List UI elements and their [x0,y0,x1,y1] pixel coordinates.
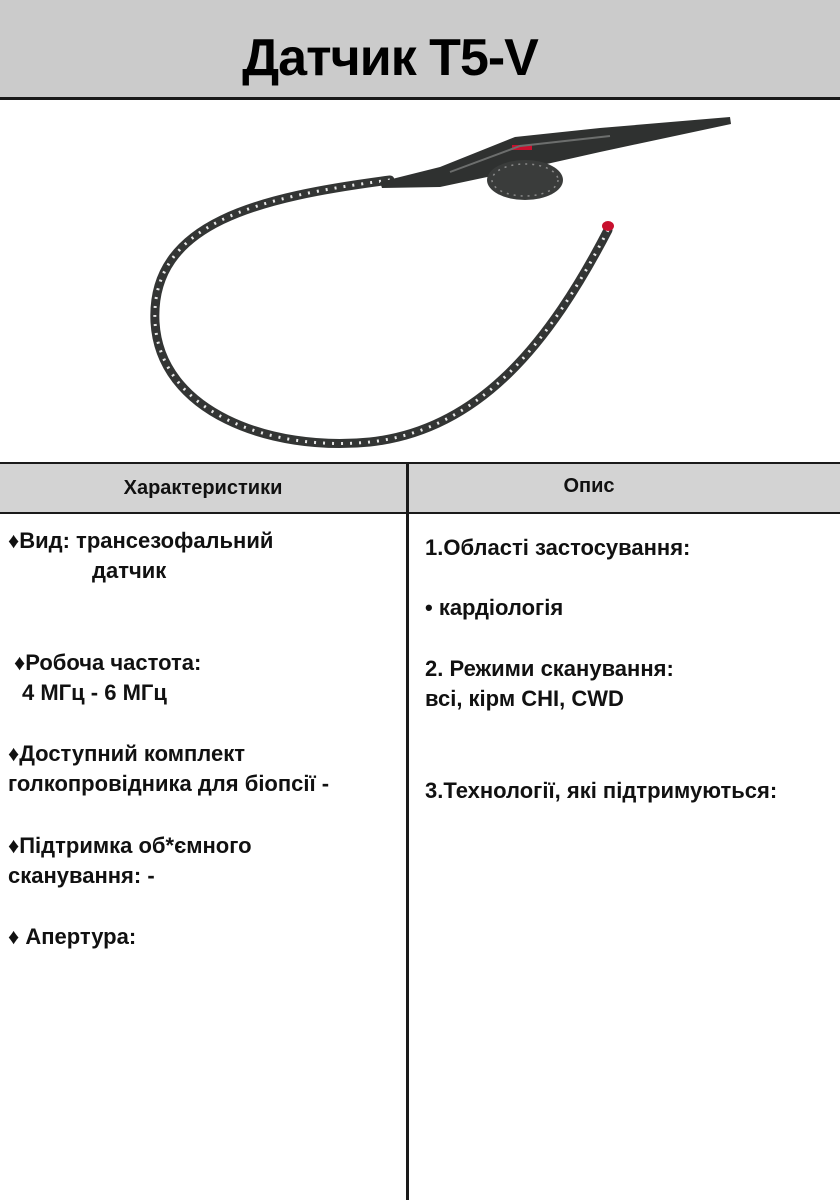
biopsy-line1: ♦Доступний комплект [8,741,245,766]
aperture: ♦ Апертура: [8,924,137,949]
column-divider [406,462,409,1200]
page-title: Датчик T5-V [242,29,538,87]
modes-value: всі, кірм CHI, CWD [425,686,624,711]
volume-line1: ♦Підтримка об*ємного [8,833,252,858]
areas-heading: 1.Області застосування: [425,535,691,560]
areas-item: • кардіологія [425,595,564,620]
type-line2: датчик [92,558,167,583]
column-header-characteristics: Характеристики [123,477,283,499]
technologies-heading: 3.Технології, які підтримуються: [425,778,778,803]
column-header-description: Опис [563,475,615,497]
table-header [0,462,840,514]
title-bar [0,0,840,100]
transesophageal-probe-icon [140,112,740,457]
modes-heading: 2. Режими сканування: [425,656,674,681]
frequency-line2: 4 МГц - 6 МГц [22,680,167,705]
type-line1: ♦Вид: трансезофальний [8,528,274,553]
biopsy-line2: голкопровідника для біопсії - [8,771,330,796]
volume-line2: сканування: - [8,863,155,888]
frequency-line1: ♦Робоча частота: [14,650,202,675]
